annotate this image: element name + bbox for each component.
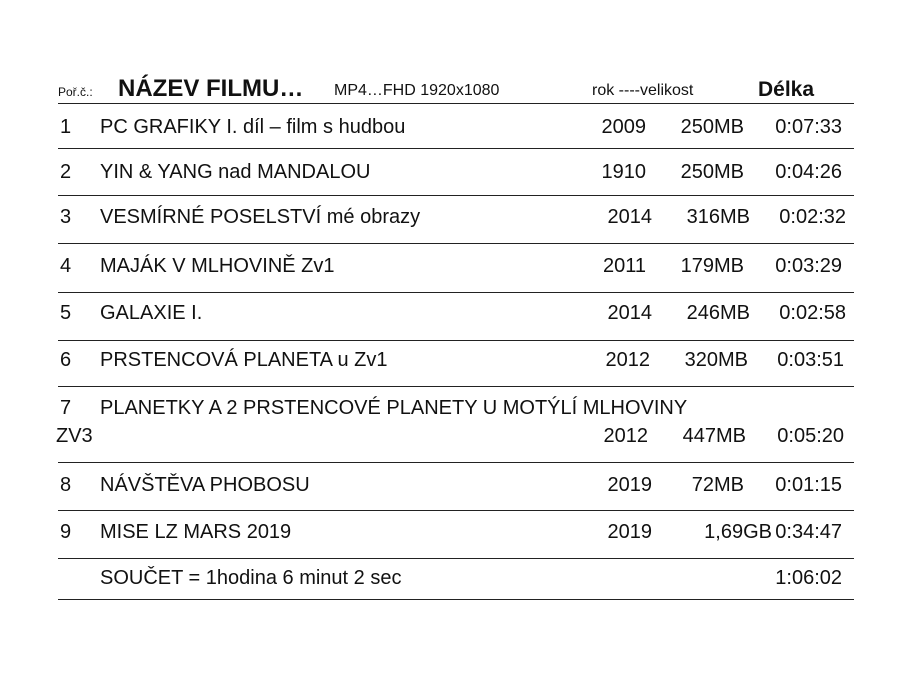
row-number: 7 [60,397,72,419]
table-row [58,398,858,454]
divider [58,103,854,104]
table-row [58,256,858,286]
film-year: 2012 [603,425,648,447]
film-title-continued: ZV3 [56,425,93,447]
divider [58,386,854,387]
film-title: PC GRAFIKY I. díl – film s hudbou [100,116,406,138]
film-length: 0:05:20 [777,425,844,447]
film-title: VESMÍRNÉ POSELSTVÍ mé obrazy [100,206,421,228]
row-number: 2 [60,161,72,183]
total-label: SOUČET = 1hodina 6 minut 2 sec [100,567,402,589]
film-title: PLANETKY A 2 PRSTENCOVÉ PLANETY U MOTÝLÍ MLHOVINY [100,397,688,419]
divider [58,510,854,511]
film-size: 250MB [680,161,744,183]
film-title: MISE LZ MARS 2019 [100,521,292,543]
film-length: 0:02:32 [779,206,846,228]
row-number: 4 [60,255,72,277]
row-number: 3 [60,206,72,228]
table-row [58,522,858,552]
film-length: 0:03:51 [777,349,844,371]
divider [58,292,854,293]
film-year: 1910 [601,161,646,183]
film-year: 2012 [605,349,650,371]
table-row [58,162,858,192]
row-number: 8 [60,474,72,496]
table-row [58,207,858,237]
film-size: 246MB [686,302,750,324]
divider [58,599,854,600]
film-title: GALAXIE I. [100,302,203,324]
table-row [58,117,858,147]
row-number: 5 [60,302,72,324]
divider [58,462,854,463]
table-row [58,475,858,505]
film-length: 0:03:29 [775,255,842,277]
header-format-label: MP4…FHD 1920x1080 [334,82,500,99]
header-title-label: NÁZEV FILMU… [118,75,304,102]
film-title: NÁVŠTĚVA PHOBOSU [100,474,310,496]
table-row [58,303,858,333]
row-number: 1 [60,116,72,138]
header-length-label: Délka [758,78,815,101]
header-index-label: Poř.č.: [58,85,93,99]
film-size: 320MB [684,349,748,371]
film-title: MAJÁK V MLHOVINĚ Zv1 [100,255,335,277]
film-size: 250MB [680,116,744,138]
table-row [58,350,858,380]
row-number: 9 [60,521,72,543]
divider [58,195,854,196]
divider [58,243,854,244]
film-year: 2019 [607,521,652,543]
film-year: 2011 [602,255,646,277]
film-length: 0:07:33 [775,116,842,138]
film-size: 1,69GB [704,521,772,543]
film-length: 0:01:15 [775,474,842,496]
film-size: 72MB [691,474,744,496]
header-year-size-label: rok ----velikost [592,82,694,99]
divider [58,148,854,149]
row-number: 6 [60,349,72,371]
total-length: 1:06:02 [775,567,842,589]
film-size: 179MB [680,255,744,277]
divider [58,340,854,341]
film-length: 0:04:26 [775,161,842,183]
film-size: 316MB [686,206,750,228]
film-year: 2014 [607,206,652,228]
divider [58,558,854,559]
film-title: YIN & YANG nad MANDALOU [100,161,371,183]
film-title: PRSTENCOVÁ PLANETA u Zv1 [100,349,388,371]
table-header [58,62,858,102]
film-length: 0:02:58 [779,302,846,324]
film-length: 0:34:47 [775,521,842,543]
film-year: 2019 [607,474,652,496]
total-row [58,568,858,598]
film-year: 2014 [607,302,652,324]
film-year: 2009 [601,116,646,138]
film-size: 447MB [682,425,746,447]
